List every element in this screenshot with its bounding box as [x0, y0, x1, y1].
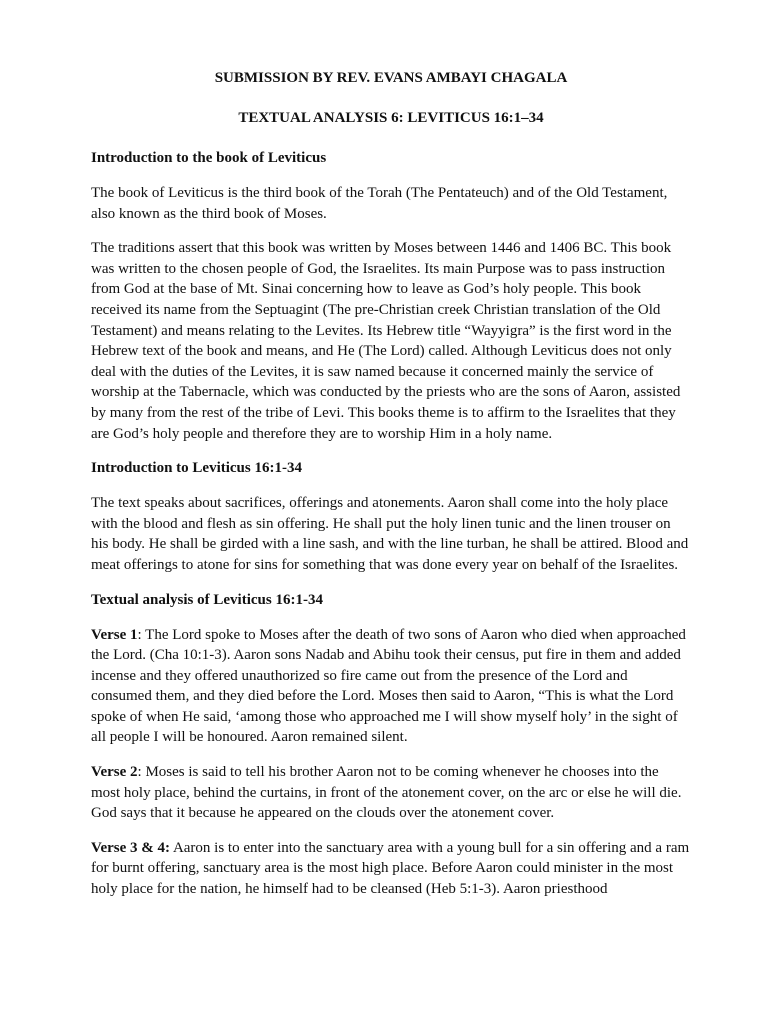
document-title: TEXTUAL ANALYSIS 6: LEVITICUS 16:1–34 — [238, 110, 544, 126]
section-heading-intro-chapter: Introduction to Leviticus 16:1-34 — [91, 460, 302, 477]
paragraph: The traditions assert that this book was written by Moses between 1446 and 1406 BC. This book was written to the chosen people of God, the Israelites. Its main Purpose was to pass instruction from God at the base of Mt. Sinai concerning how to leave as God’s holy people. This book received its name from the Septuagint (The pre-Christian creek Christian translation of the Old Testament) and means relating to the Levites. Its Hebrew title “Wayyigra” is the first word in the Hebrew text of the book and means, and He (The Lord) called. Although Leviticus does not only deal with the duties of the Levites, it is saw named because it concerned mainly the service of worship at the Tabernacle, which was conducted by the priests who are the sons of Aaron, assisted by many from the rest of the tribe of Levi. This books theme is to affirm to the Israelites that they are God’s holy people and therefore they are to worship Him in a holy name. — [91, 240, 681, 442]
submission-line: SUBMISSION BY REV. EVANS AMBAYI CHAGALA — [214, 70, 568, 86]
paragraph: The book of Leviticus is the third book of the Torah (The Pentateuch) and of the Old Testament, also known as the third book of Moses. — [91, 185, 668, 222]
section-heading-intro-book: Introduction to the book of Leviticus — [91, 150, 327, 166]
verse-label: Verse 1 — [91, 626, 138, 643]
verse-label: Verse 2 — [91, 764, 138, 781]
verse-text: : Moses is said to tell his brother Aaron not to be coming whenever he chooses into the most holy place, behind the curtains, in front of the atonement cover, on the arc or else he will die. God says that it because he appeared on the clouds over the atonement cover. — [91, 764, 682, 822]
verse-text: : The Lord spoke to Moses after the death of two sons of Aaron who died when approached the Lord. (Cha 10:1-3). Aaron sons Nadab and Abihu took their census, put fire in them and added incense and they offered unauthorized so fire came out from the presence of the Lord and consumed them, and they died before the Lord. Moses then said to Aaron, “This is what the Lord spoke of when He said, ‘among those who approached me I will show myself holy’ in the sight of all people I will be honoured. Aaron remained silent. — [91, 626, 686, 746]
paragraph: The text speaks about sacrifices, offerings and atonements. Aaron shall come into the holy place with the blood and flesh as sin offering. He shall put the holy linen tunic and the linen trouser on his body. He shall be girded with a line sash, and with the line turban, he shall be attired. Blood and meat offerings to atone for sins for something that was done every year on behalf of the Israelites. — [91, 495, 689, 573]
document-page — [91, 68, 691, 914]
verse-paragraph — [91, 762, 691, 824]
section-heading-textual-analysis: Textual analysis of Leviticus 16:1-34 — [91, 591, 323, 608]
verse-paragraph — [91, 838, 691, 900]
verse-text: Aaron is to enter into the sanctuary area with a young bull for a sin offering and a ram for burnt offering, sanctuary area is the most high place. Before Aaron could minister in the most holy place for the nation, he himself had to be cleansed (Heb 5:1-3). Aaron priesthood — [91, 839, 690, 898]
verse-label: Verse 3 & 4: — [91, 839, 171, 856]
verse-paragraph — [91, 625, 691, 749]
